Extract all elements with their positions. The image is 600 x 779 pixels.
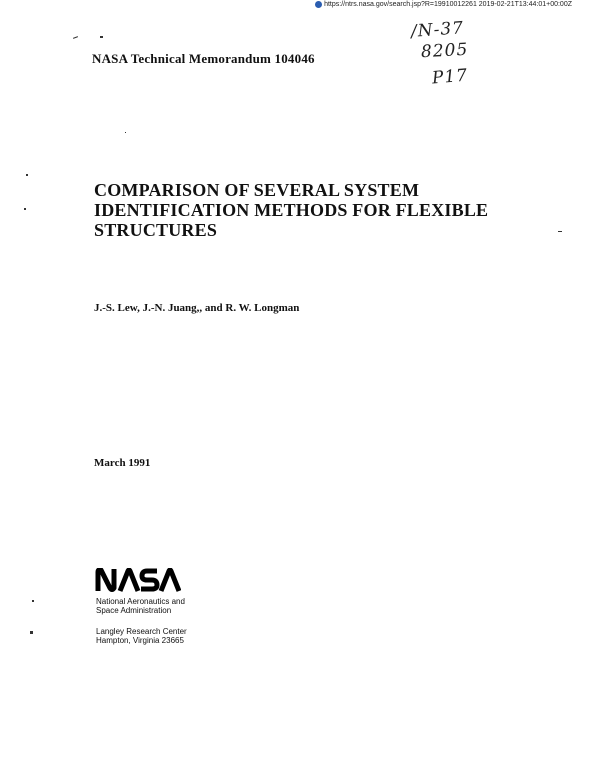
scan-speck bbox=[24, 208, 26, 210]
research-center bbox=[96, 627, 187, 645]
nasa-logo bbox=[95, 568, 181, 597]
organization-line: National Aeronautics and bbox=[96, 597, 185, 606]
scan-speck bbox=[26, 174, 28, 176]
title-line: IDENTIFICATION METHODS FOR FLEXIBLE bbox=[94, 200, 489, 220]
title-line: COMPARISON OF SEVERAL SYSTEM bbox=[94, 180, 420, 200]
scan-speck bbox=[32, 600, 34, 602]
organization-name bbox=[96, 597, 185, 615]
organization-line: Space Administration bbox=[96, 606, 172, 615]
scan-speck bbox=[30, 631, 33, 634]
handwritten-note: 8205 bbox=[420, 39, 469, 63]
handwritten-note: /N-37 bbox=[410, 18, 465, 42]
scan-speck bbox=[73, 36, 78, 39]
handwritten-note: P17 bbox=[431, 65, 469, 89]
center-line: Hampton, Virginia 23665 bbox=[96, 636, 184, 645]
source-url-stamp bbox=[315, 1, 572, 8]
source-url-text: https://ntrs.nasa.gov/search.jsp?R=19910012261 2019-02-21T13:44:01+00:00Z bbox=[324, 1, 572, 8]
title-line: STRUCTURES bbox=[94, 220, 218, 240]
scan-speck bbox=[125, 132, 126, 133]
publication-date: March 1991 bbox=[94, 457, 151, 469]
scan-speck bbox=[558, 231, 562, 232]
memo-number: NASA Technical Memorandum 104046 bbox=[92, 51, 315, 66]
authors: J.-S. Lew, J.-N. Juang,, and R. W. Longman bbox=[94, 302, 300, 314]
globe-icon bbox=[315, 1, 322, 8]
nasa-worm-logo-icon bbox=[95, 568, 181, 592]
scan-speck bbox=[100, 36, 103, 38]
document-title bbox=[94, 180, 534, 240]
center-line: Langley Research Center bbox=[96, 627, 187, 636]
